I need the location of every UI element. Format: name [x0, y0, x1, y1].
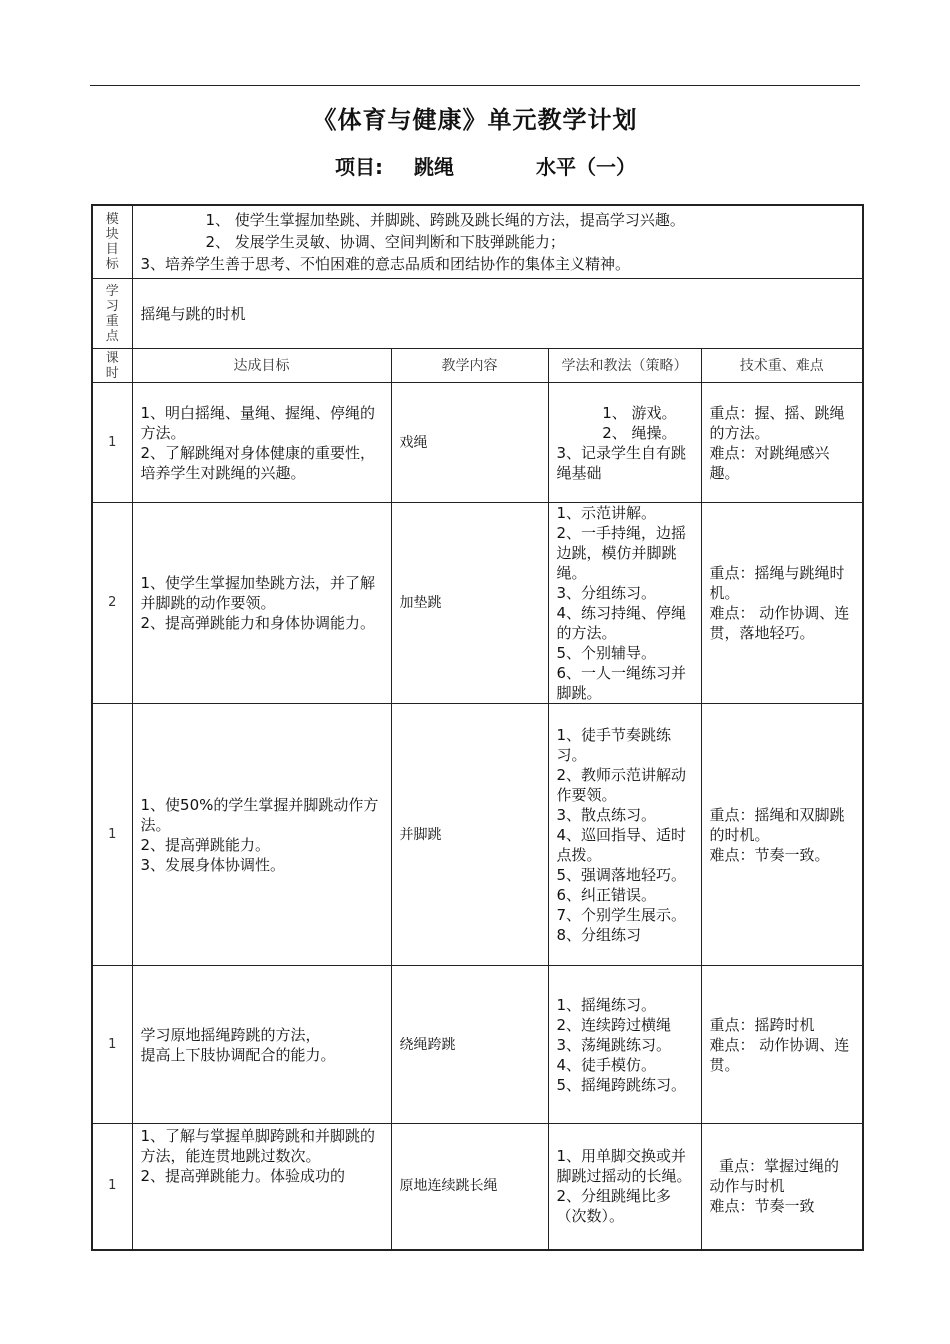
label-char: 习 — [105, 298, 119, 314]
goal-item: 2、提高弹跳能力。体验成功的 — [140, 1167, 346, 1185]
label-char: 重 — [105, 313, 119, 329]
level-label: 水平（一） — [536, 155, 636, 179]
period-cell: 1 — [92, 966, 132, 1124]
content-cell: 绕绳跨跳 — [391, 966, 548, 1124]
difficulty-item: 难点： 动作协调、连贯，落地轻巧。 — [709, 604, 850, 642]
method-item: 1、摇绳练习。 — [556, 995, 657, 1014]
difficulty-item: 重点：握、摇、跳绳的方法。 — [709, 403, 845, 442]
method-item: 8、分组练习 — [556, 925, 642, 944]
difficulty-item: 难点： 动作协调、连贯。 — [709, 1035, 850, 1074]
module-goal-item: 2、 发展学生灵敏、协调、空间判断和下肢弹跳能力； — [205, 233, 565, 251]
goals-cell — [132, 383, 391, 503]
period-cell: 2 — [92, 503, 132, 704]
header-row — [92, 349, 863, 383]
project-value: 跳绳 — [414, 155, 454, 179]
method-item: 7、个别学生展示。 — [556, 905, 687, 924]
period-cell: 1 — [92, 704, 132, 966]
label-char: 标 — [105, 257, 119, 272]
goal-item: 学习原地摇绳跨跳的方法， — [140, 1025, 321, 1044]
method-item: 4、巡回指导、适时点拨。 — [556, 825, 687, 864]
period-label — [92, 349, 132, 383]
label-char: 目 — [105, 242, 119, 257]
method-item: 2、分组跳绳比多（次数）。 — [556, 1187, 672, 1226]
method-item: 2、连续跨过横绳 — [556, 1015, 672, 1034]
difficulty-item: 难点：节奏一致。 — [709, 845, 830, 864]
label-char: 模 — [105, 212, 119, 227]
table-row — [92, 503, 863, 704]
content-cell: 戏绳 — [391, 383, 548, 503]
header-content: 教学内容 — [391, 349, 548, 383]
module-goals — [132, 205, 863, 279]
methods-cell — [548, 383, 701, 503]
goals-cell — [132, 704, 391, 966]
difficulty-cell — [701, 1124, 863, 1250]
method-item: 5、个别辅导。 — [556, 644, 657, 662]
difficulty-cell — [701, 503, 863, 704]
goal-item: 2、了解跳绳对身体健康的重要性，培养学生对跳绳的兴趣。 — [140, 443, 376, 482]
difficulty-item: 重点：摇跨时机 — [709, 1015, 815, 1034]
label-char: 时 — [105, 365, 119, 381]
method-item: 5、摇绳跨跳练习。 — [556, 1075, 687, 1094]
goal-item: 1、使学生掌握加垫跳方法，并了解并脚跳的动作要领。 — [140, 574, 376, 612]
method-item: 2、 绳操。 — [602, 423, 677, 442]
table-row — [92, 966, 863, 1124]
method-item: 1、 游戏。 — [602, 403, 677, 422]
key-point-label — [92, 279, 132, 349]
table-row — [92, 704, 863, 966]
difficulty-item: 难点：节奏一致 — [709, 1197, 815, 1216]
goal-item: 提高上下肢协调配合的能力。 — [140, 1045, 336, 1064]
module-goal-item: 3、培养学生善于思考、不怕困难的意志品质和团结协作的集体主义精神。 — [140, 255, 631, 273]
label-char: 块 — [105, 227, 119, 242]
goal-item: 1、明白摇绳、量绳、握绳、停绳的方法。 — [140, 403, 376, 442]
method-item: 1、用单脚交换或并脚跳过摇动的长绳。 — [556, 1147, 692, 1186]
method-item: 6、一人一绳练习并脚跳。 — [556, 664, 687, 702]
header-rule — [90, 85, 860, 86]
module-goal-row — [92, 205, 863, 279]
difficulty-item: 重点：掌握过绳的动作与时机 — [709, 1157, 840, 1196]
label-char: 学 — [105, 283, 119, 299]
difficulty-item: 重点：摇绳与跳绳时机。 — [709, 564, 845, 602]
method-item: 1、徒手节奏跳练习。 — [556, 725, 672, 764]
unit-plan-table — [91, 204, 864, 1251]
header-difficulty: 技术重、难点 — [701, 349, 863, 383]
difficulty-cell — [701, 704, 863, 966]
table-row — [92, 383, 863, 503]
goals-cell — [132, 966, 391, 1124]
difficulty-item: 重点：摇绳和双脚跳的时机。 — [709, 805, 845, 844]
difficulty-item: 难点：对跳绳感兴趣。 — [709, 443, 830, 482]
method-item: 6、纠正错误。 — [556, 885, 657, 904]
label-char: 点 — [105, 328, 119, 344]
period-cell: 1 — [92, 1124, 132, 1250]
module-goal-label — [92, 205, 132, 279]
methods-cell — [548, 503, 701, 704]
methods-cell — [548, 704, 701, 966]
page-title: 《体育与健康》单元教学计划 — [312, 106, 638, 134]
difficulty-cell — [701, 383, 863, 503]
goals-cell — [132, 503, 391, 704]
method-item: 4、练习持绳、停绳的方法。 — [556, 604, 687, 642]
method-item: 2、一手持绳，边摇边跳，模仿并脚跳绳。 — [556, 524, 687, 582]
header-methods: 学法和教法（策略） — [548, 349, 701, 383]
goal-item: 2、提高弹跳能力和身体协调能力。 — [140, 614, 376, 632]
goal-item: 1、使50%的学生掌握并脚跳动作方法。 — [140, 795, 379, 834]
goals-cell — [132, 1124, 391, 1250]
method-item: 1、示范讲解。 — [556, 504, 657, 522]
module-goal-item: 1、 使学生掌握加垫跳、并脚跳、跨跳及跳长绳的方法，提高学习兴趣。 — [205, 211, 685, 229]
methods-cell — [548, 1124, 701, 1250]
period-cell: 1 — [92, 383, 132, 503]
method-item: 3、记录学生自有跳绳基础 — [556, 443, 687, 482]
methods-cell — [548, 966, 701, 1124]
label-char: 课 — [105, 350, 119, 366]
header-goals: 达成目标 — [132, 349, 391, 383]
content-cell: 原地连续跳长绳 — [391, 1124, 548, 1250]
goal-item: 2、提高弹跳能力。 — [140, 835, 271, 854]
project-label: 项目: — [335, 155, 383, 179]
method-item: 4、徒手模仿。 — [556, 1055, 657, 1074]
method-item: 5、强调落地轻巧。 — [556, 865, 687, 884]
content-cell: 并脚跳 — [391, 704, 548, 966]
method-item: 2、教师示范讲解动作要领。 — [556, 765, 687, 804]
method-item: 3、分组练习。 — [556, 584, 657, 602]
key-point-text: 摇绳与跳的时机 — [132, 279, 863, 349]
goal-item: 3、发展身体协调性。 — [140, 855, 286, 874]
key-point-row — [92, 279, 863, 349]
method-item: 3、散点练习。 — [556, 805, 657, 824]
goal-item: 1、了解与掌握单脚跨跳和并脚跳的方法，能连贯地跳过数次。 — [140, 1127, 376, 1165]
table-row — [92, 1124, 863, 1250]
method-item: 3、荡绳跳练习。 — [556, 1035, 672, 1054]
difficulty-cell — [701, 966, 863, 1124]
content-cell: 加垫跳 — [391, 503, 548, 704]
